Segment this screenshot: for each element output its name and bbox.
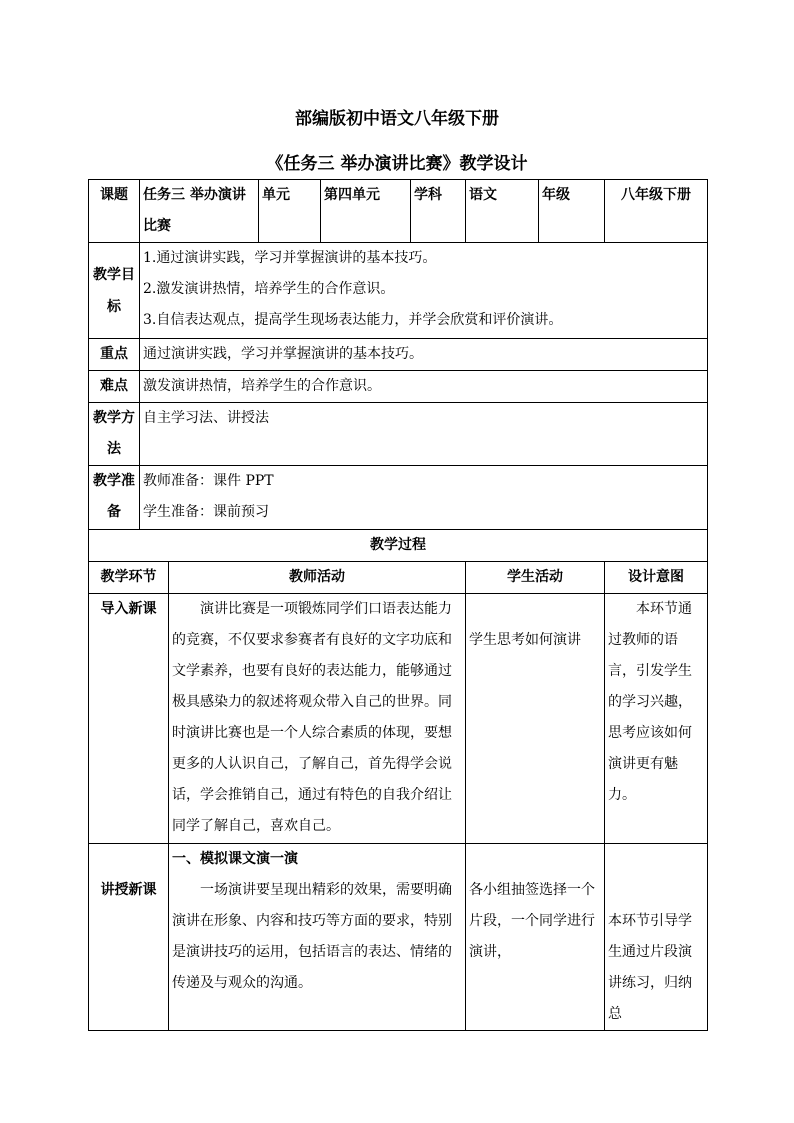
grade-value: 八年级下册 [605,180,708,243]
lesson-plan-table [88,179,708,1031]
section-heading: 一、模拟课文演一演 [172,851,298,867]
document-title: 部编版初中语文八年级下册 [295,109,499,129]
new-lesson-design-intent: 本环节引导学生通过片段演讲练习，归纳总 [605,844,708,1031]
teacher-prep: 教师准备：课件 PPT [143,473,274,489]
student-prep: 学生准备：课前预习 [143,504,269,520]
process-title: 教学过程 [89,530,708,562]
goal-item: 1.通过演讲实践，学习并掌握演讲的基本技巧。 [143,250,437,266]
prep-content [140,466,708,530]
key-point-label: 重点 [89,339,140,371]
method-label: 教学方法 [89,403,140,466]
intro-design-intent: 本环节通过教师的语言，引发学生的学习兴趣，思考应该如何演讲更有魅力。 [605,594,708,844]
goals-content [140,243,708,339]
goals-label: 教学目标 [89,243,140,339]
intro-student-activity: 学生思考如何演讲 [466,594,605,844]
new-lesson-student-activity: 各小组抽签选择一个片段，一个同学进行演讲， [466,844,605,1031]
goal-item: 3.自信表达观点，提高学生现场表达能力，并学会欣赏和评价演讲。 [143,312,563,328]
goal-item: 2.激发演讲热情，培养学生的合作意识。 [143,281,395,297]
unit-label: 单元 [259,180,321,243]
header-design-intent: 设计意图 [605,562,708,594]
header-student-activity: 学生活动 [466,562,605,594]
topic-label: 课题 [89,180,140,243]
subject-value: 语文 [466,180,539,243]
subject-label: 学科 [411,180,466,243]
unit-value: 第四单元 [321,180,411,243]
difficulty-label: 难点 [89,371,140,403]
key-point-value: 通过演讲实践，学习并掌握演讲的基本技巧。 [140,339,708,371]
document-subtitle: 《任务三 举办演讲比赛》教学设计 [266,154,528,174]
stage-intro: 导入新课 [89,594,169,844]
header-teacher-activity: 教师活动 [169,562,466,594]
header-stage: 教学环节 [89,562,169,594]
prep-label: 教学准备 [89,466,140,530]
difficulty-value: 激发演讲热情，培养学生的合作意识。 [140,371,708,403]
method-value: 自主学习法、讲授法 [140,403,708,466]
topic-value: 任务三 举办演讲比赛 [140,180,259,243]
new-lesson-teacher-activity: 一、模拟课文演一演 一场演讲要呈现出精彩的效果，需要明确演讲在形象、内容和技巧等方面的要求，特别是演讲技巧的运用，包括语言的表达、情绪的传递及与观众的沟通。 [169,844,466,1031]
grade-label: 年级 [539,180,605,243]
intro-teacher-activity: 演讲比赛是一项锻炼同学们口语表达能力的竞赛，不仅要求参赛者有良好的文字功底和文学素养，也要有良好的表达能力，能够通过极具感染力的叙述将观众带入自己的世界。同时演讲比赛也是一个人综合素质的体现，要想更多的人认识自己，了解自己，首先得学会说话，学会推销自己，通过有特色的自我介绍让同学了解自己，喜欢自己。 [169,594,466,844]
stage-new-lesson: 讲授新课 [89,844,169,1031]
